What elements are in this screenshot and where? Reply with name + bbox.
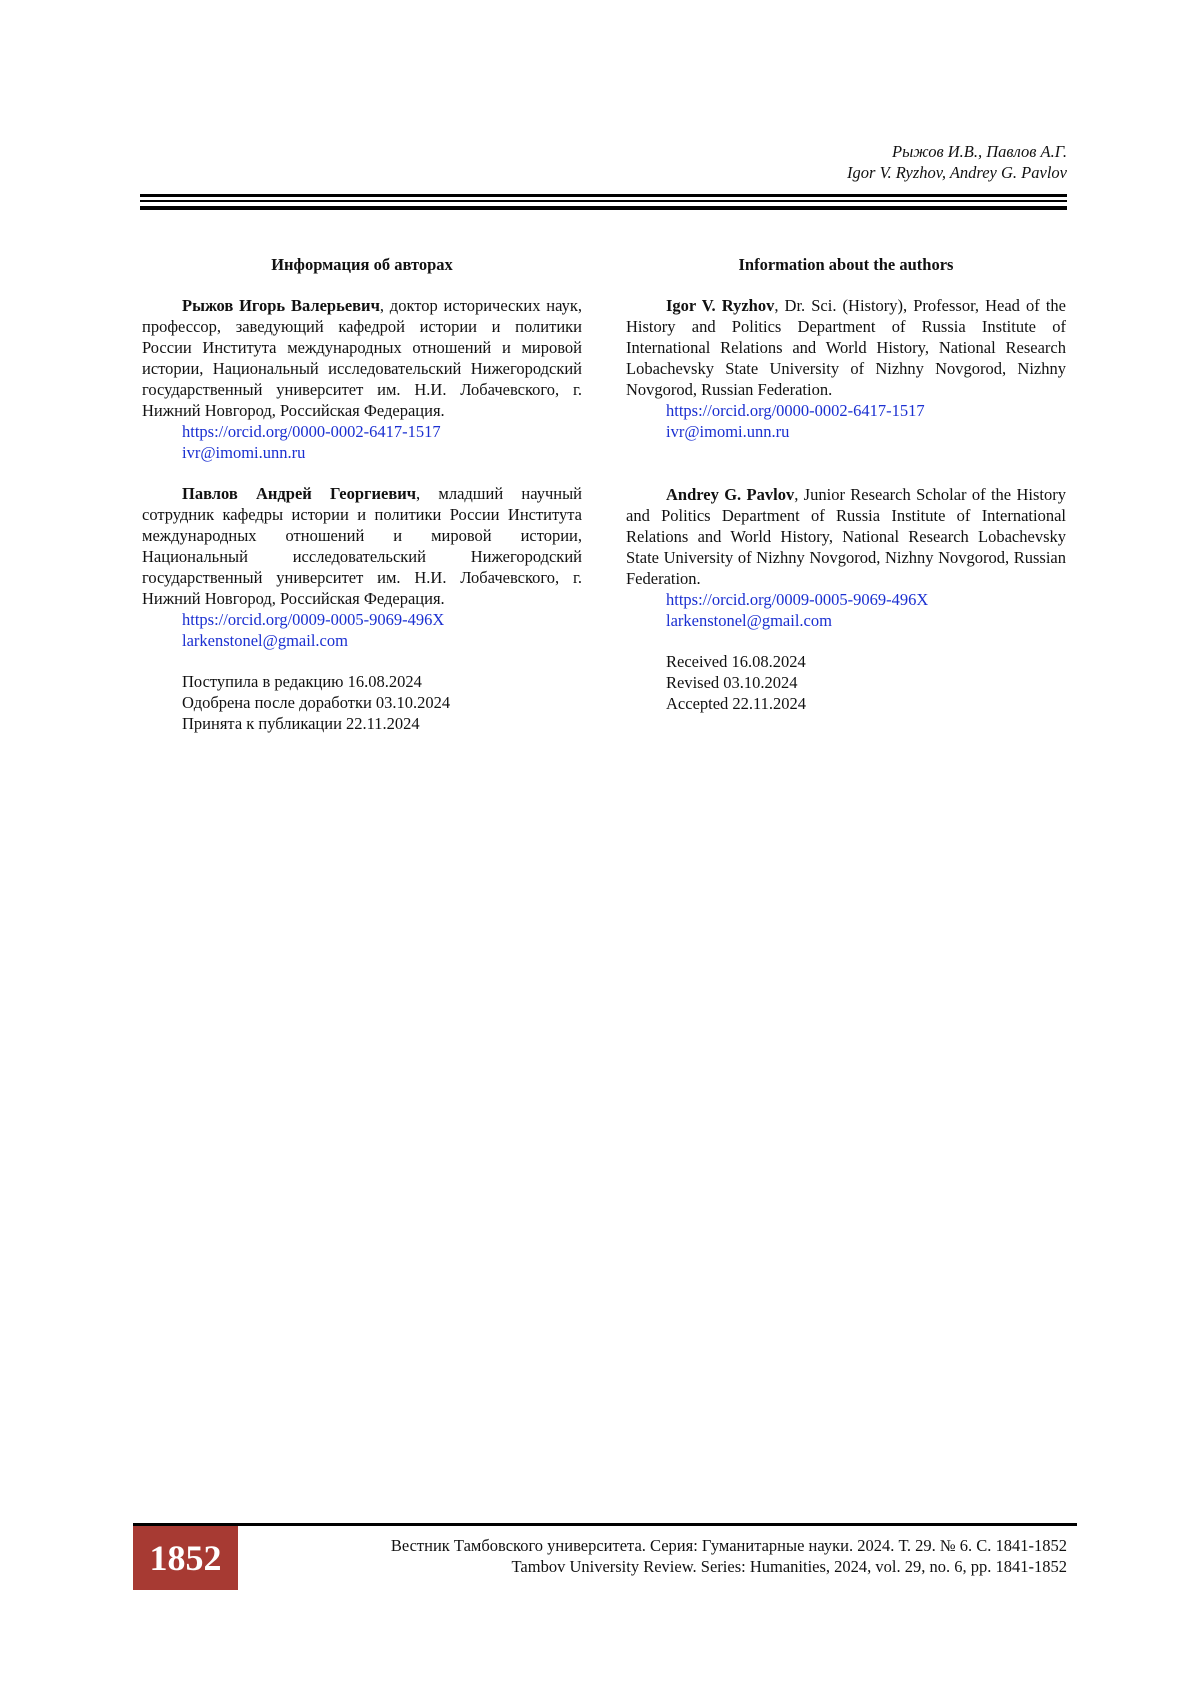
author-name: Рыжов Игорь Валерьевич (182, 296, 380, 315)
date-revised: Revised 03.10.2024 (666, 673, 798, 692)
date-received: Поступила в редакцию 16.08.2024 (182, 672, 422, 691)
running-head (847, 141, 1067, 183)
author-bio (142, 483, 582, 609)
header-rule-top (140, 194, 1067, 197)
author-entry-ryzhov-ru (142, 295, 582, 463)
citation-ru: Вестник Тамбовского университета. Серия: Гуманитарные науки. 2024. Т. 29. № 6. С. 1841-1852 (390, 1536, 1067, 1555)
footer-rule (133, 1523, 1077, 1526)
running-head-ru: Рыжов И.В., Павлов А.Г. (892, 142, 1067, 161)
author-entry-pavlov-en (626, 484, 1066, 631)
citation-en: Tambov University Review. Series: Humanities, 2024, vol. 29, no. 6, pp. 1841-1852 (511, 1557, 1067, 1576)
author-name: Павлов Андрей Георгиевич (182, 484, 417, 503)
orcid-link[interactable]: https://orcid.org/0009-0005-9069-496X (666, 590, 929, 609)
author-affiliation: , Junior Research Scholar of the History and Politics Department of Russia Institute of International Relations and World History, National Research Lobachevsky State University of Nizhny Novgorod, Nizhny Novgorod, Russian Federation. (626, 485, 1066, 588)
email-link[interactable]: ivr@imomi.unn.ru (666, 422, 790, 441)
email-link[interactable]: larkenstonel@gmail.com (182, 631, 348, 650)
author-name: Igor V. Ryzhov (666, 296, 775, 315)
author-entry-ryzhov-en (626, 295, 1066, 442)
authors-info-en (626, 254, 1066, 714)
page-number-badge: 1852 (133, 1526, 238, 1590)
date-received: Received 16.08.2024 (666, 652, 806, 671)
authors-info-ru (142, 254, 582, 734)
date-revised: Одобрена после доработки 03.10.2024 (182, 693, 451, 712)
date-accepted: Принята к публикации 22.11.2024 (182, 714, 420, 733)
email-link[interactable]: ivr@imomi.unn.ru (182, 443, 306, 462)
author-affiliation: , младший научный сотрудник кафедры истории и политики России Института международных отношений и мировой истории, Национальный исследовательский Нижегородский государственный университет им. Н.И. Лобачевского, г. Нижний Новгород, Российская Федерация. (142, 484, 582, 608)
journal-citation (391, 1535, 1067, 1577)
author-bio (626, 484, 1066, 589)
author-affiliation: , Dr. Sci. (History), Professor, Head of the History and Politics Department of Russia Institute of International Relations and World History, National Research Lobachevsky State University of Nizhny Novgorod, Nizhny Novgorod, Russian Federation. (626, 296, 1066, 399)
author-name: Andrey G. Pavlov (666, 485, 795, 504)
author-entry-pavlov-ru (142, 483, 582, 651)
author-bio (626, 295, 1066, 400)
header-rule-middle (140, 200, 1067, 202)
publication-dates-en (626, 651, 1066, 714)
publication-dates-ru (142, 671, 582, 734)
orcid-link[interactable]: https://orcid.org/0000-0002-6417-1517 (666, 401, 925, 420)
date-accepted: Accepted 22.11.2024 (666, 694, 807, 713)
orcid-link[interactable]: https://orcid.org/0000-0002-6417-1517 (182, 422, 441, 441)
author-bio (142, 295, 582, 421)
orcid-link[interactable]: https://orcid.org/0009-0005-9069-496X (182, 610, 445, 629)
section-title-ru: Информация об авторах (271, 255, 453, 274)
author-affiliation: , доктор исторических наук, профессор, заведующий кафедрой истории и политики России Института международных отношений и мировой истории, Национальный исследовательский Нижегородский государственный университет им. Н.И. Лобачевского, г. Нижний Новгород, Российская Федерация. (142, 296, 582, 420)
running-head-en: Igor V. Ryzhov, Andrey G. Pavlov (847, 163, 1067, 182)
header-rule-bottom (140, 206, 1067, 210)
section-title-en: Information about the authors (738, 255, 954, 274)
email-link[interactable]: larkenstonel@gmail.com (666, 611, 832, 630)
